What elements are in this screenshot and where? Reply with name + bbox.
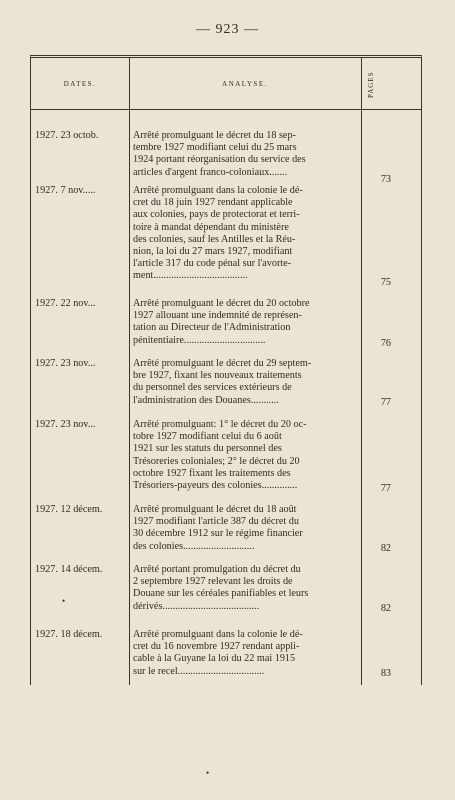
analysis-line: pénitentiaire................................ bbox=[133, 334, 266, 346]
analysis-line: Arrêté promulguant le décret du 18 sep- bbox=[133, 130, 296, 141]
stray-ink-dot: • bbox=[62, 596, 66, 606]
entry-page: 77 bbox=[380, 397, 391, 408]
analysis-line: Arrêté promulguant le décret du 29 septem- bbox=[133, 358, 312, 369]
entry-date: 1927. 23 nov... bbox=[35, 358, 96, 369]
entry-date: 1927. 23 nov... bbox=[35, 419, 96, 430]
analysis-line: articles d'argent franco-coloniaux....... bbox=[133, 166, 288, 178]
entry-analysis bbox=[133, 130, 359, 179]
analysis-line: l'article 317 du code pénal sur l'avorte- bbox=[133, 258, 292, 270]
analysis-line: Arrêté promulguant le décret du 18 août bbox=[133, 504, 297, 515]
entry-page: 75 bbox=[380, 277, 391, 288]
analysis-line: Douane sur les céréales panifiables et leurs bbox=[133, 588, 309, 600]
index-table bbox=[30, 55, 422, 685]
entry-date: 1927. 14 décem. bbox=[35, 564, 103, 575]
entry-analysis bbox=[133, 564, 359, 613]
analysis-line: 1927 modifiant l'article 387 du décret du bbox=[133, 516, 299, 528]
entry-analysis bbox=[133, 358, 359, 407]
analysis-line: dérivés...................................... bbox=[133, 600, 260, 612]
header-analyse: ANALYSE. bbox=[222, 80, 268, 88]
analysis-line: Arrêté promulguant: 1° le décret du 20 oc- bbox=[133, 419, 307, 430]
entry-date: 1927. 7 nov..... bbox=[35, 185, 96, 196]
entry-analysis bbox=[133, 298, 359, 347]
stray-ink-dot: • bbox=[206, 768, 210, 778]
column-separator-dates bbox=[129, 58, 130, 685]
analysis-line: cret du 16 novembre 1927 rendant appli- bbox=[133, 641, 300, 653]
analysis-line: cable à la Guyane la loi du 22 mai 1915 bbox=[133, 653, 296, 665]
analysis-line: tembre 1927 modifiant celui du 25 mars bbox=[133, 142, 297, 154]
analysis-line: Arrêté portant promulgation du décret du bbox=[133, 564, 301, 575]
analysis-line: Arrêté promulguant dans la colonie le dé- bbox=[133, 185, 303, 196]
analysis-line: Trésoriers-payeurs des colonies.............. bbox=[133, 480, 298, 492]
analysis-line: nion, la loi du 27 mars 1927, modifiant bbox=[133, 246, 293, 258]
analysis-line: Arrêté promulguant le décret du 20 octobre bbox=[133, 298, 310, 309]
header-dates: DATES. bbox=[63, 80, 97, 88]
entry-page: 83 bbox=[380, 668, 391, 679]
analysis-line: tation au Directeur de l'Administration bbox=[133, 322, 291, 334]
analysis-line: cret du 18 juin 1927 rendant applicable bbox=[133, 197, 293, 209]
entry-page: 76 bbox=[380, 338, 391, 349]
entry-analysis bbox=[133, 504, 359, 553]
entry-date: 1927. 23 octob. bbox=[35, 130, 99, 141]
header-rule bbox=[31, 109, 421, 110]
entry-page: 77 bbox=[380, 483, 391, 494]
analysis-line: 30 décembre 1912 sur le régime financier bbox=[133, 528, 303, 540]
analysis-line: des colonies............................ bbox=[133, 540, 255, 552]
header-pages: PAGES bbox=[367, 71, 375, 99]
page-number: — 923 — bbox=[196, 22, 259, 37]
column-separator-pages bbox=[361, 58, 362, 685]
analysis-line: octobre 1927 fixant les traitements des bbox=[133, 467, 291, 479]
analysis-line: des colonies, sauf les Antilles et la Réu- bbox=[133, 233, 296, 245]
entry-analysis bbox=[133, 185, 359, 283]
entry-date: 1927. 12 décem. bbox=[35, 504, 103, 515]
analysis-line: 1921 sur les statuts du personnel des bbox=[133, 443, 282, 455]
analysis-line: l'administration des Douanes........... bbox=[133, 394, 279, 406]
analysis-line: Arrêté promulguant dans la colonie le dé- bbox=[133, 629, 303, 640]
entry-date: 1927. 18 décem. bbox=[35, 629, 103, 640]
analysis-line: 1927 allouant une indemnité de représen- bbox=[133, 310, 302, 322]
analysis-line: tobre 1927 modifiant celui du 6 août bbox=[133, 431, 282, 443]
analysis-line: 2 septembre 1927 relevant les droits de bbox=[133, 576, 293, 588]
entry-date: 1927. 22 nov... bbox=[35, 298, 96, 309]
analysis-line: du personnel des services extérieurs de bbox=[133, 382, 292, 394]
analysis-line: 1924 portant réorganisation du service des bbox=[133, 154, 306, 166]
entry-page: 82 bbox=[380, 603, 391, 614]
analysis-line: Trésoreries coloniales; 2° le décret du 20 bbox=[133, 455, 300, 467]
analysis-line: toire à mandat dépendant du ministère bbox=[133, 221, 289, 233]
analysis-line: ment..................................... bbox=[133, 270, 248, 282]
entry-analysis bbox=[133, 419, 359, 492]
analysis-line: aux colonies, pays de protectorat et terri- bbox=[133, 209, 300, 221]
entry-analysis bbox=[133, 629, 359, 678]
analysis-line: bre 1927, fixant les nouveaux traitements bbox=[133, 370, 302, 382]
entry-page: 82 bbox=[380, 543, 391, 554]
entry-page: 73 bbox=[380, 174, 391, 185]
analysis-line: sur le recel.................................. bbox=[133, 665, 265, 677]
